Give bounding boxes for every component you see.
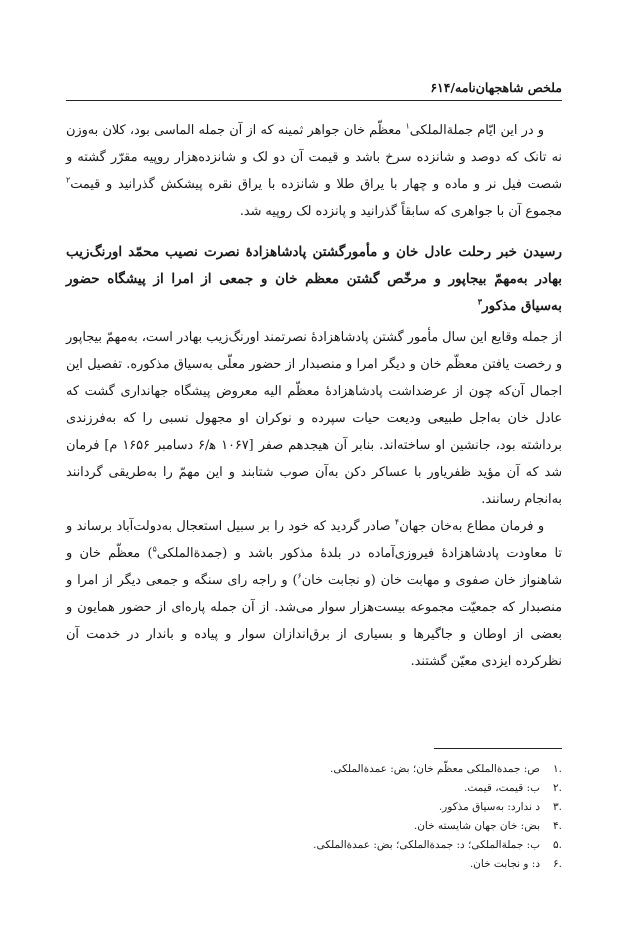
footnote-item — [66, 760, 562, 779]
section-heading — [66, 239, 562, 320]
footnote-number: .۵ — [553, 839, 562, 851]
paragraph-1 — [66, 117, 562, 225]
footnote-text: ص: جمدةالملکی معظّم خان؛ بض: عمدةالملکی. — [330, 763, 540, 775]
paragraph-3-text-d: ) و راجه رای سنگه و جمعی دیگر از امرا و منصبدار که جمعیّت مجموعه بیست‌هزار سوار می‌شد. از آن جمله پاره‌ای از حضور همایون و بعضی از اوطان و جاگیرها و بسیاری از برق‌اندازان سوار و پیاده و باندار در خدمت آن نظرکرده ایزدی معیّن گشتند. — [66, 573, 562, 669]
footnote-ref-1: ۱ — [405, 121, 410, 131]
footnotes — [66, 760, 562, 874]
footnote-number: .۶ — [553, 858, 562, 870]
footnote-number: .۳ — [553, 801, 562, 813]
footnote-number: .۴ — [553, 820, 562, 832]
page — [66, 80, 562, 870]
footnote-item — [66, 779, 562, 798]
footnote-item — [66, 817, 562, 836]
footnote-ref-4: ۴ — [394, 517, 400, 527]
footnote-ref-2: ۲ — [66, 175, 71, 185]
footnote-item — [66, 855, 562, 874]
footnote-ref-3: ۳ — [477, 296, 483, 307]
footnote-item — [66, 836, 562, 855]
running-head: ملخص شاهجهان‌نامه/۶۱۴ — [66, 80, 562, 101]
footnote-text: ب: جملةالملکی؛ د: جمدةالملکی؛ بض: عمدةالملکی. — [313, 839, 540, 851]
paragraph-3 — [66, 513, 562, 675]
footnote-item — [66, 798, 562, 817]
paragraph-3-text-a: و فرمان مطاع به‌خان جهان — [399, 519, 544, 534]
section-heading-text: رسیدن خبر رحلت عادل خان و مأمورگشتن پادشاهزادهٔ نصرت نصیب محمّد اورنگ‌زیب بهادر به‌مهمّ بیجاپور و مرخّص گشتن معظم خان و جمعی از امرا از پیشگاه حضور به‌سیاق مذکور — [66, 244, 562, 314]
footnote-ref-5: ۵ — [152, 544, 157, 554]
paragraph-1-text-c: مجموع آن با جواهری که سابقاً گذرانید و پانزده لک روپیه شد. — [239, 204, 562, 219]
paragraph-1-text-b: معظّم خان جواهر ثمینه که از آن جمله الماسی بود، کلان به‌وزن نه تانک که دوصد و شانزده سرخ باشد و قیمت آن دو لک و شانزده‌هزار روپیه مقرّر گشته و شصت فیل نر و ماده و چهار با یراق طلا و شانزده با یراق نقره پیشکش گذرانید و قیمت — [66, 123, 562, 192]
footnote-number: .۲ — [553, 782, 562, 794]
footnote-text: ب: قیمت، قیمت. — [464, 782, 540, 794]
paragraph-3-text-b: صادر گردید که خود را بر سبیل استعجال به‌دولت‌آباد برساند و تا معاودت پادشاهزادهٔ فیروزی‌آماده در بلدهٔ مذکور باشد و (جمدةالملکی — [66, 519, 562, 561]
paragraph-3-text-c: ) معظّم خان و شاهنواز خان صفوی و مهابت خان (و نجابت خان — [66, 546, 562, 588]
footnote-divider — [434, 748, 562, 749]
footnote-text: د: و نجابت خان. — [469, 858, 540, 870]
footnote-ref-6: ۶ — [297, 571, 302, 581]
paragraph-2: از جمله وقایع این سال مأمور گشتن پادشاهزادهٔ نصرتمند اورنگ‌زیب بهادر است، به‌مهمّ بیجاپور و رخصت یافتن معظّم خان و دیگر امرا و منصبدار از حضور معلّی به‌سیاق مذکوره. تفصیل این اجمال آن‌که چون از عرضداشت پادشاهزادهٔ معظّم الیه معروض پیشگاه جهانداری گشت که عادل خان به‌اجل طبیعی ودیعت حیات سپرده و نوکران او مجهول نسبی را که به‌فرزندی برداشته بود، جانشین او ساخته‌اند. بنابر آن هیجدهم صفر [۱۰۶۷ ه‍/۶ دسامبر ۱۶۵۶ م] فرمان شد که آن مؤید ظفریاور با عساکر دکن به‌آن صوب شتابند و این مهمّ را به‌طریقی گردانند به‌انجام رسانند. — [66, 330, 562, 507]
footnote-text: د ندارد: به‌سیاق مذکور. — [438, 801, 540, 813]
footnote-number: .۱ — [553, 763, 562, 775]
paragraph-1-text-a: و در این ایّام جملةالملکی — [409, 123, 544, 138]
footnote-text: بض: خان جهان شایسته خان. — [413, 820, 540, 832]
